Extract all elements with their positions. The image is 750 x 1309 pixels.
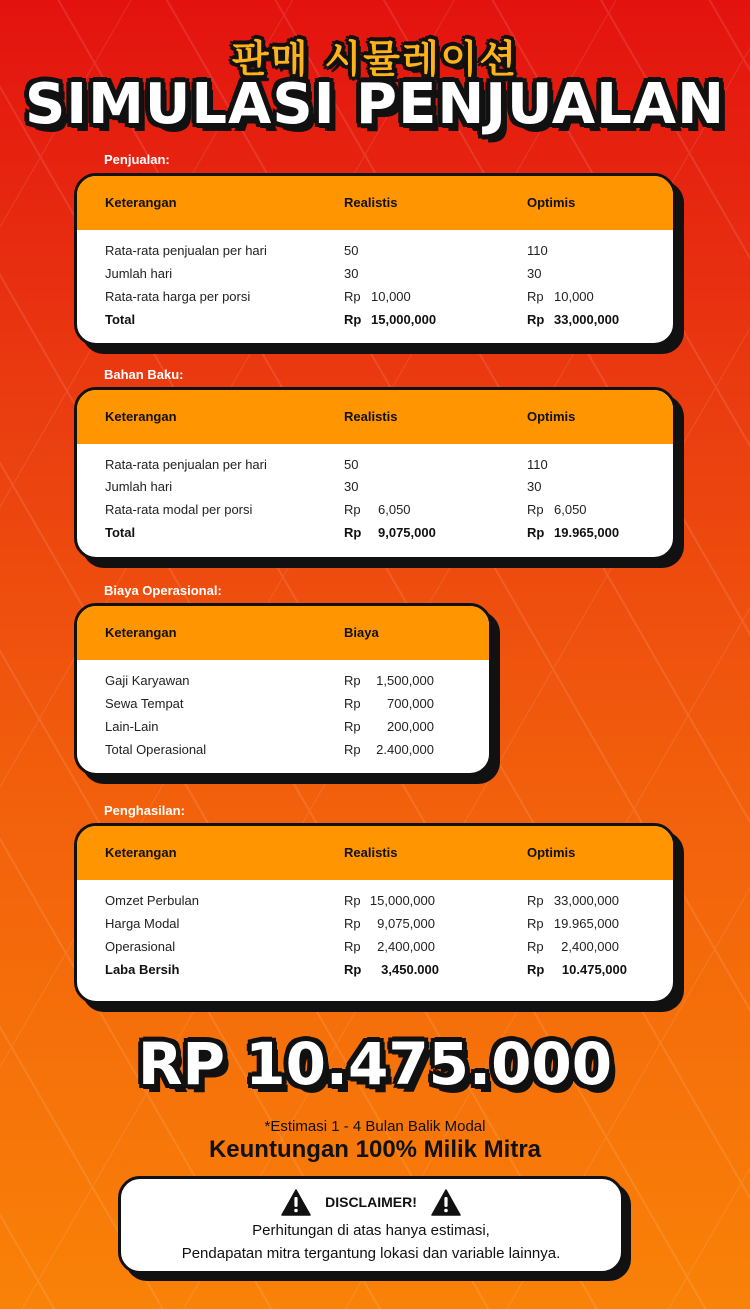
currency-label: Rp	[527, 939, 544, 954]
row-realistis: 6,050	[378, 502, 411, 517]
currency-label: Rp	[527, 525, 545, 540]
header-keterangan: Keterangan	[105, 625, 177, 640]
currency-label: Rp	[344, 502, 361, 517]
row-label: Operasional	[105, 939, 176, 954]
row-label: Sewa Tempat	[105, 696, 184, 711]
page-title: SIMULASI PENJUALAN	[24, 72, 726, 137]
header-realistis: Realistis	[344, 195, 398, 210]
currency-label: Rp	[344, 742, 361, 757]
disclaimer-box	[118, 1176, 624, 1274]
section-label-biaya-operasional: Biaya Operasional:	[104, 583, 222, 598]
penjualan-table	[74, 173, 676, 346]
section-label-penjualan: Penjualan:	[104, 152, 170, 167]
row-optimis: 10,000	[554, 289, 594, 304]
disclaimer-title: DISCLAIMER!	[325, 1194, 417, 1210]
bahan-baku-table	[74, 387, 676, 560]
row-optimis-total: 19.965,000	[554, 525, 620, 540]
header-keterangan: Keterangan	[105, 195, 177, 210]
row-label: Lain-Lain	[105, 719, 159, 734]
section-label-penghasilan: Penghasilan:	[104, 803, 185, 818]
disclaimer-line-2: Pendapatan mitra tergantung lokasi dan variable lainnya.	[181, 1245, 561, 1262]
row-optimis: 2,400,000	[561, 939, 619, 954]
row-label: Jumlah hari	[105, 266, 173, 281]
row-label: Rata-rata penjualan per hari	[105, 243, 267, 258]
currency-label: Rp	[527, 502, 544, 517]
row-optimis: 110	[527, 457, 548, 472]
currency-label: Rp	[344, 289, 361, 304]
row-label-laba-bersih: Laba Bersih	[105, 962, 180, 977]
row-biaya-total: 2.400,000	[376, 742, 434, 757]
header-keterangan: Keterangan	[105, 409, 177, 424]
row-realistis: 30	[344, 266, 359, 281]
row-label: Gaji Karyawan	[105, 673, 190, 688]
row-optimis-total: 33,000,000	[554, 312, 620, 327]
row-realistis-laba: 3,450.000	[381, 962, 439, 977]
header-optimis: Optimis	[527, 195, 576, 210]
header-optimis: Optimis	[527, 845, 576, 860]
row-biaya: 200,000	[387, 719, 434, 734]
row-realistis-total: 9,075,000	[378, 525, 436, 540]
currency-label: Rp	[344, 312, 362, 327]
warning-icon	[431, 1189, 461, 1216]
currency-label: Rp	[344, 673, 361, 688]
row-label: Rata-rata penjualan per hari	[105, 457, 267, 472]
row-label: Rata-rata modal per porsi	[105, 502, 253, 517]
header-biaya: Biaya	[344, 625, 379, 640]
table-header	[77, 390, 673, 444]
warning-icon	[281, 1189, 311, 1216]
row-optimis: 110	[527, 243, 548, 258]
table-header	[77, 826, 673, 880]
profit-amount: RP 10.475.000	[137, 1030, 613, 1098]
row-realistis: 50	[344, 243, 359, 258]
header-realistis: Realistis	[344, 845, 398, 860]
currency-label: Rp	[344, 719, 361, 734]
row-label: Rata-rata harga per porsi	[105, 289, 251, 304]
row-label: Harga Modal	[105, 916, 180, 931]
biaya-operasional-table	[74, 603, 492, 776]
row-realistis: 2,400,000	[377, 939, 435, 954]
row-realistis: 9,075,000	[377, 916, 435, 931]
header-optimis: Optimis	[527, 409, 576, 424]
currency-label: Rp	[344, 962, 362, 977]
row-realistis: 10,000	[371, 289, 411, 304]
keuntungan-headline: Keuntungan 100% Milik Mitra	[208, 1136, 542, 1163]
currency-label: Rp	[344, 916, 361, 931]
row-biaya: 700,000	[387, 696, 434, 711]
currency-label: Rp	[527, 962, 545, 977]
estimasi-note: *Estimasi 1 - 4 Bulan Balik Modal	[264, 1118, 486, 1135]
row-realistis: 30	[344, 479, 359, 494]
row-optimis-laba: 10.475,000	[561, 962, 627, 977]
table-header	[77, 176, 673, 230]
row-label: Omzet Perbulan	[105, 893, 199, 908]
row-biaya: 1,500,000	[376, 673, 434, 688]
currency-label: Rp	[344, 939, 361, 954]
header-keterangan: Keterangan	[105, 845, 177, 860]
row-optimis: 30	[527, 266, 542, 281]
row-label: Jumlah hari	[105, 479, 173, 494]
row-label-total: Total	[105, 525, 136, 540]
currency-label: Rp	[527, 312, 545, 327]
row-optimis: 6,050	[554, 502, 587, 517]
row-realistis-total: 15,000,000	[371, 312, 437, 327]
table-header	[77, 606, 489, 660]
currency-label: Rp	[527, 916, 544, 931]
disclaimer-line-1: Perhitungan di atas hanya estimasi,	[252, 1222, 490, 1239]
currency-label: Rp	[344, 525, 362, 540]
row-optimis: 30	[527, 479, 542, 494]
currency-label: Rp	[527, 289, 544, 304]
currency-label: Rp	[527, 893, 544, 908]
row-label-total: Total	[105, 312, 136, 327]
row-optimis: 33,000,000	[553, 893, 619, 908]
row-optimis: 19.965,000	[553, 916, 619, 931]
row-realistis: 50	[344, 457, 359, 472]
row-label-total: Total Operasional	[105, 742, 207, 757]
section-label-bahan-baku: Bahan Baku:	[104, 367, 184, 382]
penghasilan-table	[74, 823, 676, 1004]
header-realistis: Realistis	[344, 409, 398, 424]
korean-title: 판매 시뮬레이션	[231, 37, 519, 81]
row-realistis: 15,000,000	[369, 893, 435, 908]
currency-label: Rp	[344, 893, 361, 908]
currency-label: Rp	[344, 696, 361, 711]
disclaimer-header	[121, 1187, 621, 1217]
